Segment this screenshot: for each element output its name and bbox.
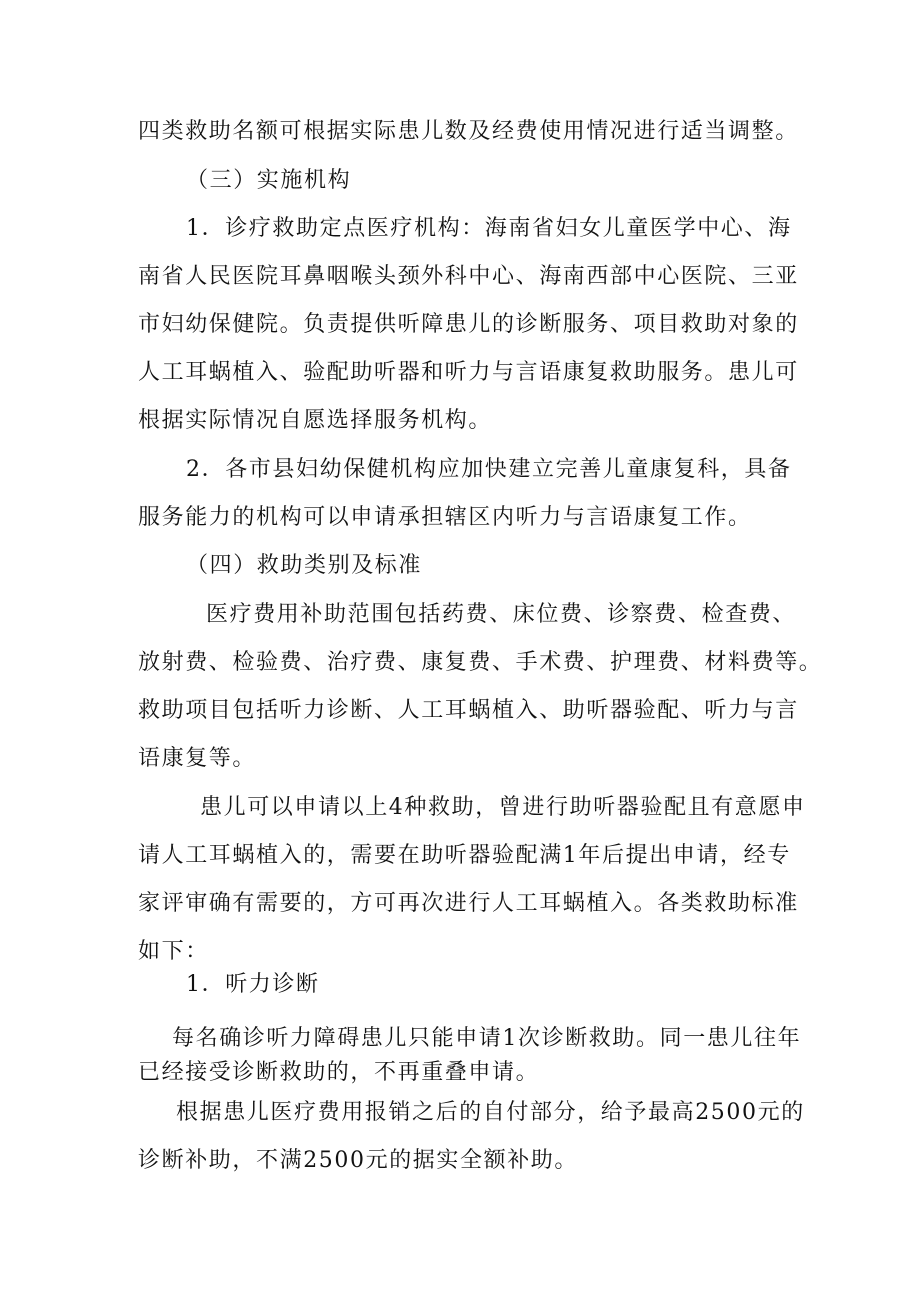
section-heading: （四）救助类别及标准 (186, 553, 423, 578)
paragraph-line: 患儿可以申请以上4种救助，曾进行助听器验配且有意愿申 (200, 795, 806, 820)
paragraph-line: 救助项目包括听力诊断、人工耳蜗植入、助听器验配、听力与言 (138, 698, 799, 723)
paragraph-line: 请人工耳蜗植入的，需要在助听器验配满1年后提出申请，经专 (138, 843, 791, 868)
paragraph-line: 家评审确有需要的，方可再次进行人工耳蜗植入。各类救助标准 (138, 891, 799, 916)
paragraph-line: 根据患儿医疗费用报销之后的自付部分，给予最高2500元的 (176, 1100, 805, 1125)
paragraph-line: 市妇幼保健院。负责提供听障患儿的诊断服务、项目救助对象的 (138, 312, 799, 337)
section-heading: （三）实施机构 (186, 168, 352, 193)
paragraph-line: 南省人民医院耳鼻咽喉头颈外科中心、海南西部中心医院、三亚 (138, 264, 799, 289)
paragraph-line: 1．诊疗救助定点医疗机构：海南省妇女儿童医学中心、海 (186, 216, 792, 241)
paragraph-line: 已经接受诊断救助的，不再重叠申请。 (138, 1060, 540, 1085)
paragraph-line: 根据实际情况自愿选择服务机构。 (138, 408, 493, 433)
paragraph-line: 2．各市县妇幼保健机构应加快建立完善儿童康复科，具备 (186, 457, 792, 482)
paragraph-line: 服务能力的机构可以申请承担辖区内听力与言语康复工作。 (138, 505, 752, 530)
paragraph-line: 四类救助名额可根据实际患儿数及经费使用情况进行适当调整。 (138, 119, 799, 144)
paragraph-line: 人工耳蜗植入、验配助听器和听力与言语康复救助服务。患儿可 (138, 360, 799, 385)
paragraph-line: 医疗费用补助范围包括药费、床位费、诊察费、检查费、 (206, 602, 797, 627)
paragraph-line: 诊断补助，不满2500元的据实全额补助。 (138, 1148, 578, 1173)
paragraph-line: 放射费、检验费、治疗费、康复费、手术费、护理费、材料费等。 (138, 650, 823, 675)
paragraph-line: 如下： (138, 939, 209, 964)
paragraph-line: 每名确诊听力障碍患儿只能申请1次诊断救助。同一患儿往年 (172, 1026, 802, 1051)
paragraph-line: 语康复等。 (138, 746, 257, 771)
section-heading: 1．听力诊断 (186, 972, 320, 997)
